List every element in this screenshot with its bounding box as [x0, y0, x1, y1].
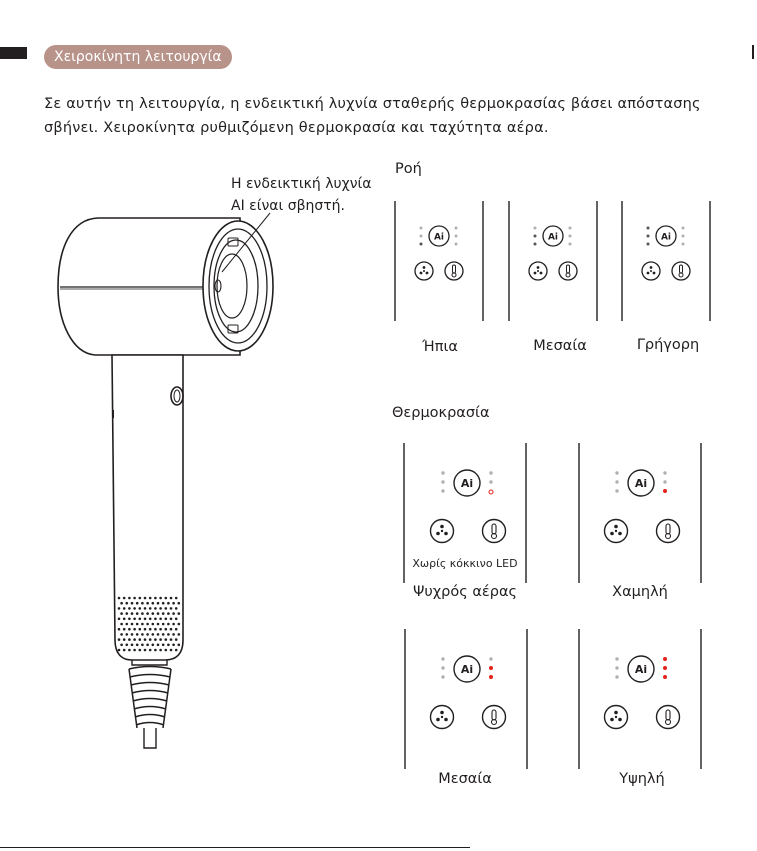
callout-line-2: AI είναι σβηστή. [231, 198, 346, 214]
led-column-right [663, 657, 667, 679]
thermometer-icon [672, 262, 690, 280]
flow-panel-medium [509, 201, 597, 321]
thermometer-icon [445, 262, 463, 280]
fan-icon [605, 520, 628, 543]
ai-button-text: Ai [460, 663, 474, 676]
ai-button-text: Ai [660, 232, 672, 243]
led-column-right [455, 227, 458, 246]
ai-button-icon [429, 226, 449, 246]
footer-rule [0, 847, 470, 848]
led-column-right [569, 227, 572, 246]
led-column-left [441, 471, 444, 492]
flow-panel-mild [395, 201, 483, 321]
thermometer-icon [483, 520, 506, 543]
temp-panel-low [579, 443, 701, 583]
led-column-left [441, 657, 444, 678]
fan-icon [605, 706, 628, 729]
temp-label-cold: Ψυχρός αέρας [412, 584, 518, 600]
thermometer-icon [657, 520, 680, 543]
callout-line-1: Η ενδεικτική λυχνία [231, 176, 372, 192]
temperature-panels [395, 435, 725, 785]
ai-button-icon [656, 226, 676, 246]
led-column-right [489, 471, 493, 494]
page-edge-tick [752, 45, 754, 59]
thermometer-icon [657, 706, 680, 729]
flow-label-medium: Μεσαία [533, 338, 587, 354]
ai-indicator-callout [231, 173, 372, 217]
temp-label-low: Χαμηλή [612, 584, 668, 600]
no-red-led-note: Χωρίς κόκκινο LED [412, 557, 518, 570]
fan-icon [415, 262, 433, 280]
led-column-left [615, 471, 618, 492]
led-column-left [615, 657, 618, 678]
flow-panels [385, 195, 725, 330]
fan-icon [431, 520, 454, 543]
temp-panel-high [579, 629, 701, 769]
page-edge-marker [0, 47, 27, 59]
led-column-left [420, 227, 423, 246]
led-column-right [489, 657, 493, 679]
flow-panel-fast [622, 201, 710, 321]
led-column-left [647, 227, 650, 246]
flow-label-fast: Γρήγορη [636, 337, 700, 353]
led-column-left [534, 227, 537, 246]
led-column-right [682, 227, 685, 246]
ai-button-icon [543, 226, 563, 246]
fan-icon [529, 262, 547, 280]
ai-button-icon [454, 470, 480, 496]
ai-button-text: Ai [433, 232, 445, 243]
ai-button-text: Ai [634, 477, 648, 490]
temp-label-high: Υψηλή [619, 771, 665, 787]
flow-label-mild: Ήπια [422, 339, 458, 355]
ai-button-icon [454, 656, 480, 682]
intro-paragraph: Σε αυτήν τη λειτουργία, η ενδεικτική λυχνία σταθερής θερμοκρασίας βάσει απόστασης σβήνει. Χειροκίνητα ρυθμιζόμενη θερμοκρασία και ταχύτητα αέρα. [44, 96, 701, 136]
led-column-right [663, 471, 667, 493]
thermometer-icon [483, 706, 506, 729]
flow-heading: Ροή [395, 161, 422, 177]
ai-button-icon [628, 470, 654, 496]
section-title: Χειροκίνητη λειτουργία [44, 45, 232, 69]
ai-button-icon [628, 656, 654, 682]
thermometer-icon [559, 262, 577, 280]
hair-dryer-illustration [50, 205, 290, 760]
ai-button-text: Ai [634, 663, 648, 676]
fan-icon [642, 262, 660, 280]
fan-icon [431, 706, 454, 729]
temp-panel-medium [405, 629, 527, 769]
ai-button-text: Ai [547, 232, 559, 243]
temperature-heading: Θερμοκρασία [392, 405, 490, 421]
ai-button-text: Ai [460, 477, 474, 490]
temp-label-medium: Μεσαία [438, 771, 492, 787]
